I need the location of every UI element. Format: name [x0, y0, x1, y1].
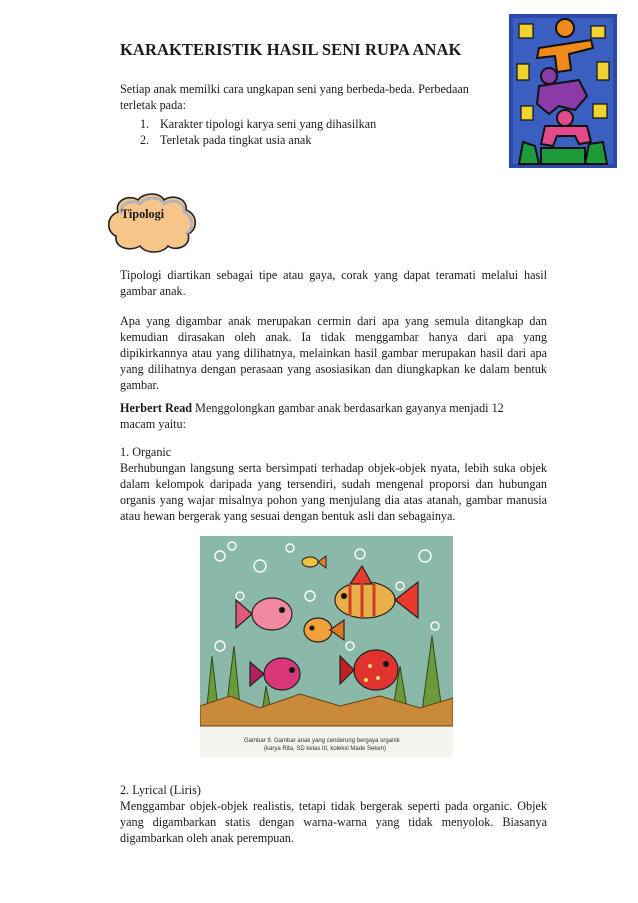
herbert-read-text: Menggolongkan gambar anak berdasarkan gayanya menjadi 12 macam yaitu: — [120, 401, 504, 431]
tipologi-cloud-shape — [104, 190, 200, 256]
intro-paragraph: Setiap anak memilki cara ungkapan seni yang berbeda-beda. Perbedaan terletak pada: — [120, 82, 469, 112]
intro-list — [140, 116, 376, 148]
paragraph-reflection: Apa yang digambar anak merupakan cermin dari apa yang semula ditangkap dan kemudian dirasakan oleh anak. Ia tidak menggambar hanya dari apa yang dipikirkannya atau yang dilihatnya, melainkan hasil gambar merupakan hasil dari apa yang dilihatnya dengan perasaan yang asosiasikan dan diungkapkan ke dalam bentuk gambar. — [120, 314, 547, 392]
organic-fish-drawing — [200, 536, 453, 758]
herbert-read-paragraph — [120, 400, 540, 432]
herbert-read-name: Herbert Read — [120, 401, 193, 415]
list-item: 2. Terletak pada tingkat usia anak — [140, 133, 312, 147]
tipologi-definition: Tipologi diartikan sebagai tipe atau gaya, corak yang dapat teramati melalui hasil gambar anak. — [120, 268, 547, 298]
figure-caption-line1: Gambar 9. Gambar anak yang cenderung bergaya organik — [244, 738, 400, 744]
section-lyrical-text: Menggambar objek-objek realistis, tetapi tidak bergerak seperti pada organic. Objek yang digambarkan statis dengan warna-warna yang tidak menyolok. Biasanya digambarkan oleh anak perempuan. — [120, 799, 547, 845]
haring-illustration — [509, 14, 617, 168]
section-lyrical-heading: 2. Lyrical (Liris) — [120, 783, 201, 797]
section-organic-heading: 1. Organic — [120, 445, 172, 459]
list-item: 1. Karakter tipologi karya seni yang dihasilkan — [140, 117, 377, 131]
page-title: KARAKTERISTIK HASIL SENI RUPA ANAK — [120, 40, 462, 59]
tipologi-label: Tipologi — [121, 207, 165, 221]
section-organic-text: Berhubungan langsung serta bersimpati terhadap objek-objek nyata, lebih suka objek dalam kelompok daripada yang tersendiri, sudah mengenal proporsi dan hubungan organis yang wajar misalnya pohon yang menjulang dia atas atanah, gambar manusia atau hewan bergerak yang sesuai dengan bentuk asli dan sebagainya. — [120, 461, 547, 523]
figure-caption-line2: (karya Rita, SD kelas III, koleksi Made Seken) — [264, 746, 387, 752]
